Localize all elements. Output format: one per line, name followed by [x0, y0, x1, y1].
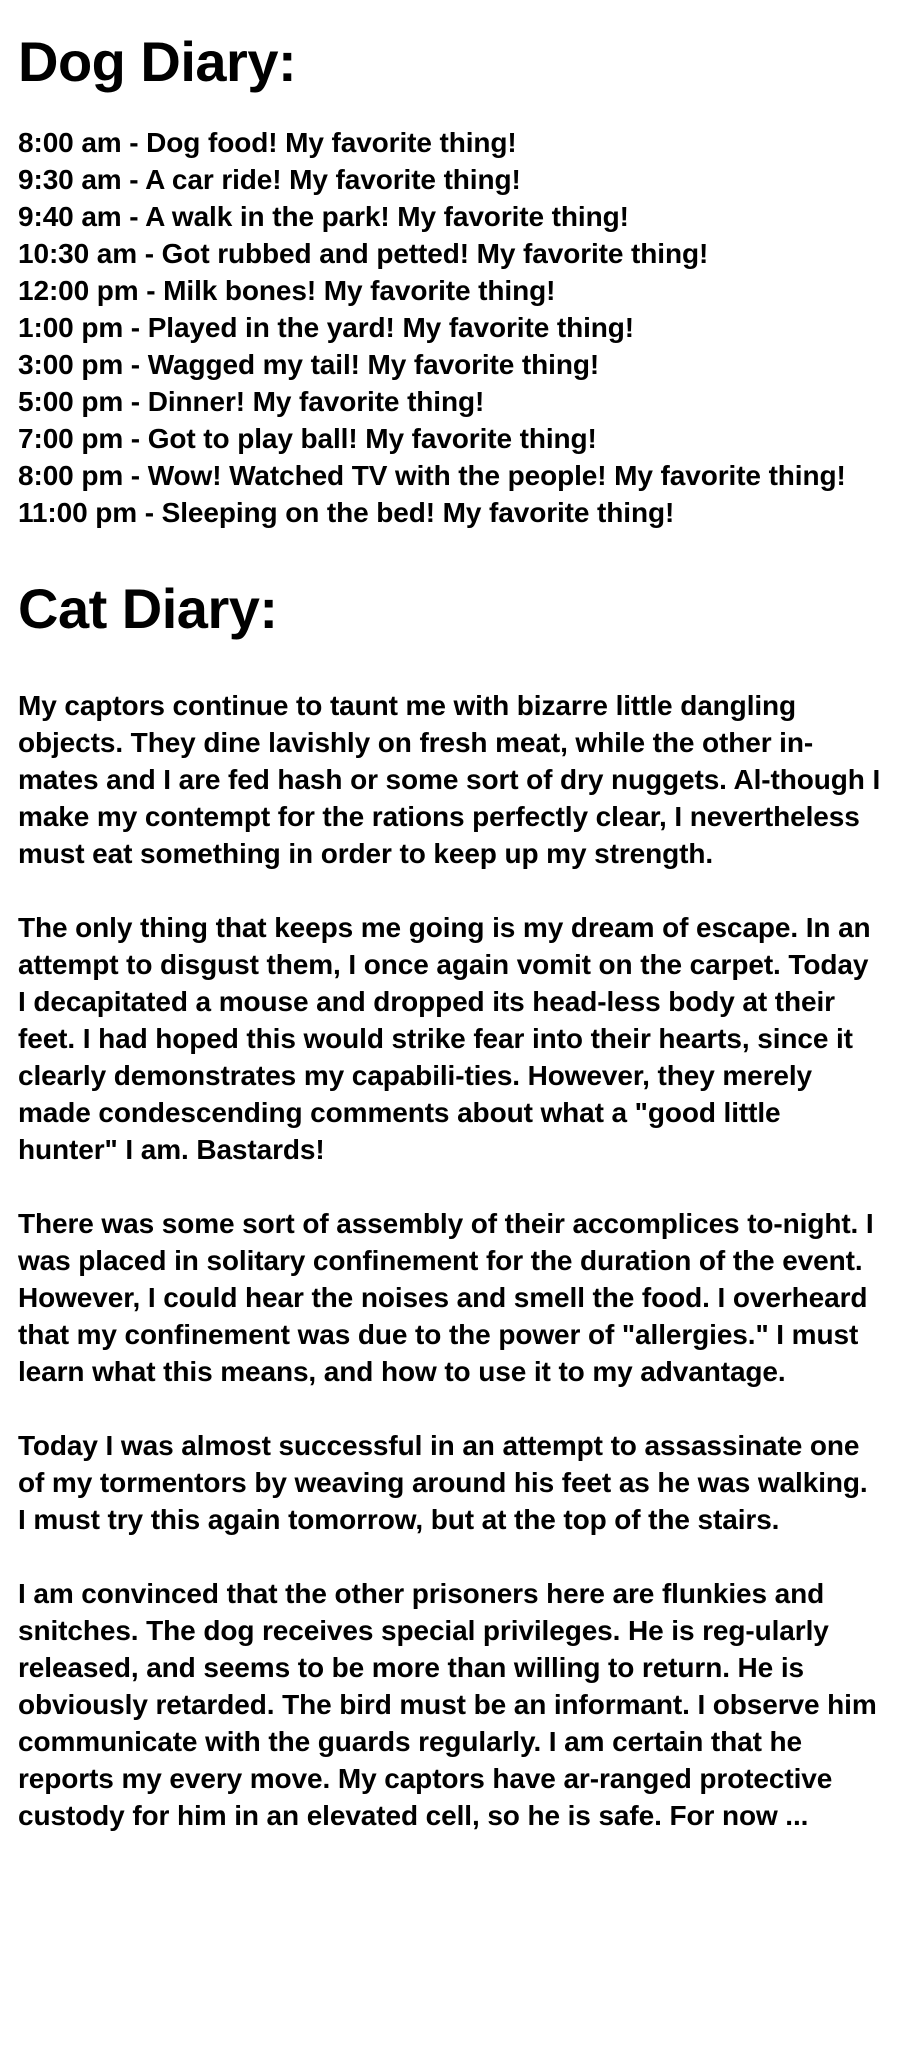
cat-diary-paragraph: I am convinced that the other prisoners here are flunkies and snitches. The dog receives special privileges. He is reg-ularly released, and seems to be more than willing to return. He is obviously retarded. The bird must be an informant. I observe him communicate with the guards regularly. I am certain that he reports my every move. My captors have ar-ranged protective custody for him in an elevated cell, so he is safe. For now ... — [18, 1578, 877, 1831]
dog-diary-entry: 8:00 am - Dog food! My favorite thing! — [18, 127, 517, 158]
dog-diary-title: Dog Diary: — [18, 30, 297, 93]
cat-diary-body — [18, 687, 882, 1834]
cat-diary-paragraph: There was some sort of assembly of their accomplices to-night. I was placed in solitary confinement for the duration of the event. However, I could hear the noises and smell the food. I overheard that my confinement was due to the power of "allergies." I must learn what this means, and how to use it to my advantage. — [18, 1208, 874, 1387]
cat-diary-title: Cat Diary: — [18, 577, 278, 640]
cat-diary-paragraph: Today I was almost successful in an attempt to assassinate one of my tormentors by weaving around his feet as he was walking. I must try this again tomorrow, but at the top of the stairs. — [18, 1430, 868, 1535]
cat-diary-paragraph: My captors continue to taunt me with bizarre little dangling objects. They dine lavishly on fresh meat, while the other in-mates and I are fed hash or some sort of dry nuggets. Al-though I make my contempt for the rations perfectly clear, I nevertheless must eat something in order to keep up my strength. — [18, 690, 881, 869]
dog-diary-entry: 7:00 pm - Got to play ball! My favorite thing! — [18, 423, 597, 454]
dog-diary-section — [18, 28, 882, 531]
dog-diary-entry: 10:30 am - Got rubbed and petted! My favorite thing! — [18, 238, 709, 269]
dog-diary-entry: 8:00 pm - Wow! Watched TV with the people! My favorite thing! — [18, 460, 846, 491]
dog-diary-entry: 11:00 pm - Sleeping on the bed! My favorite thing! — [18, 497, 675, 528]
dog-diary-entries — [18, 124, 882, 531]
dog-diary-entry: 9:30 am - A car ride! My favorite thing! — [18, 164, 521, 195]
cat-diary-paragraph: The only thing that keeps me going is my dream of escape. In an attempt to disgust them, I once again vomit on the carpet. Today I decapitated a mouse and dropped its head-less body at their feet. I had hoped this would strike fear into their hearts, since it clearly demonstrates my capabili-ties. However, they merely made condescending comments about what a "good little hunter" I am. Bastards! — [18, 912, 871, 1165]
cat-diary-section — [18, 575, 882, 1834]
dog-diary-entry: 9:40 am - A walk in the park! My favorite thing! — [18, 201, 629, 232]
dog-diary-entry: 12:00 pm - Milk bones! My favorite thing! — [18, 275, 556, 306]
dog-diary-entry: 3:00 pm - Wagged my tail! My favorite thing! — [18, 349, 600, 380]
dog-diary-entry: 5:00 pm - Dinner! My favorite thing! — [18, 386, 485, 417]
dog-diary-entry: 1:00 pm - Played in the yard! My favorite thing! — [18, 312, 634, 343]
